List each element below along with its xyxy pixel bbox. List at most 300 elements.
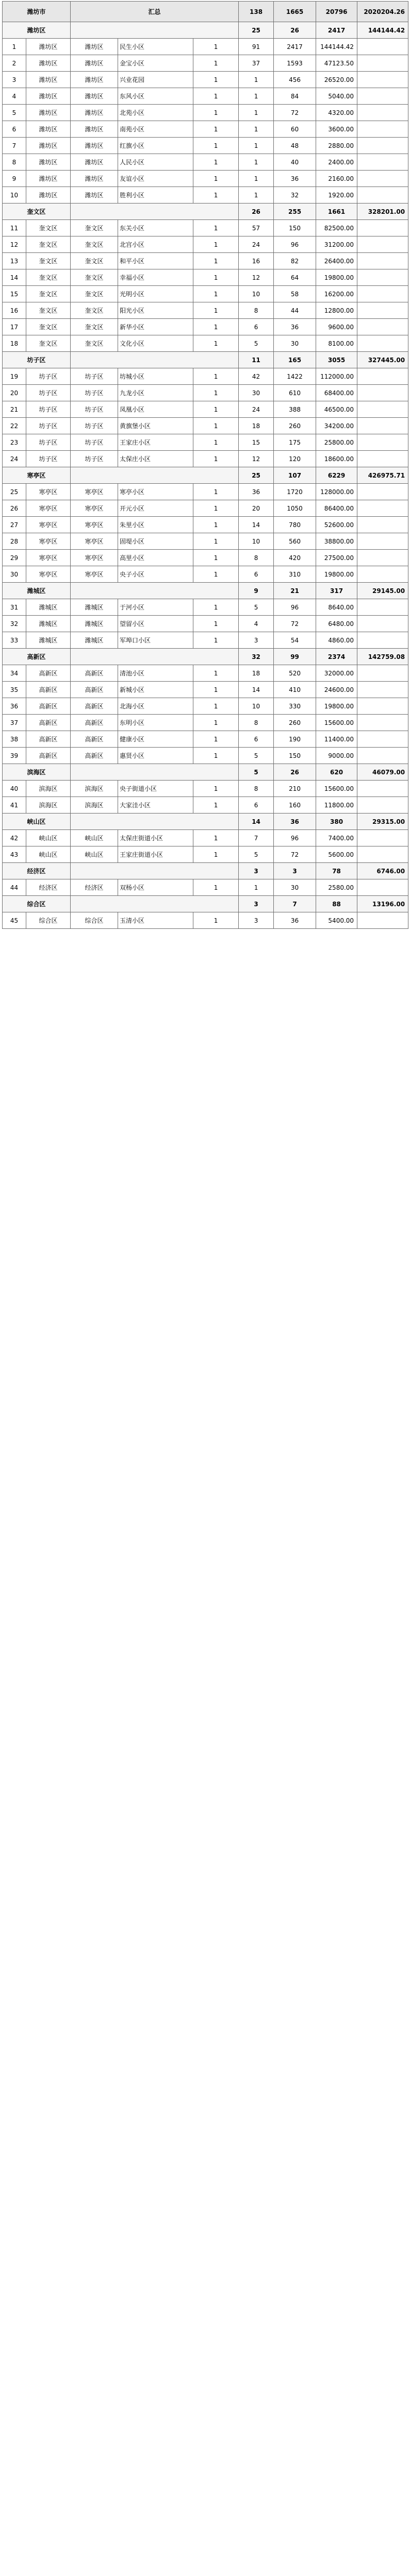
row-b: 8 (239, 781, 274, 797)
district-b: 380 (316, 814, 357, 830)
row-e (357, 715, 408, 731)
table-row (3, 319, 408, 335)
table-row (3, 220, 408, 236)
row-d: 31200.00 (316, 236, 357, 253)
row-c: 520 (274, 665, 316, 682)
table-row (3, 55, 408, 72)
row-b: 1 (239, 88, 274, 105)
district-subtotal-row (3, 22, 408, 39)
row-district: 潍坊区 (26, 88, 71, 105)
row-no: 4 (3, 88, 26, 105)
row-d: 144144.42 (316, 39, 357, 55)
row-district: 高新区 (26, 698, 71, 715)
row-e (357, 55, 408, 72)
row-a: 1 (193, 451, 239, 467)
row-town: 潍坊区 (71, 121, 118, 138)
row-e (357, 39, 408, 55)
row-name: 友谊小区 (118, 171, 193, 187)
row-name: 玉清小区 (118, 912, 193, 929)
row-c: 60 (274, 121, 316, 138)
row-b: 6 (239, 731, 274, 748)
row-town: 潍城区 (71, 599, 118, 616)
row-district: 坊子区 (26, 418, 71, 434)
row-a: 1 (193, 879, 239, 896)
row-c: 44 (274, 302, 316, 319)
row-no: 37 (3, 715, 26, 731)
row-district: 奎文区 (26, 302, 71, 319)
district-name: 峡山区 (3, 814, 71, 830)
district-name: 潍坊区 (3, 22, 71, 39)
row-d: 9600.00 (316, 319, 357, 335)
row-name: 惠贤小区 (118, 748, 193, 764)
row-e (357, 138, 408, 154)
district-subtotal-row (3, 814, 408, 830)
row-town: 高新区 (71, 665, 118, 682)
row-a: 1 (193, 401, 239, 418)
row-c: 1050 (274, 500, 316, 517)
row-no: 15 (3, 286, 26, 302)
row-e (357, 484, 408, 500)
row-no: 2 (3, 55, 26, 72)
row-district: 潍坊区 (26, 105, 71, 121)
row-name: 东明小区 (118, 715, 193, 731)
district-spacer (71, 764, 239, 781)
table-row (3, 88, 408, 105)
row-a: 1 (193, 715, 239, 731)
row-name: 寒亭小区 (118, 484, 193, 500)
district-name: 经济区 (3, 863, 71, 879)
row-b: 1 (239, 138, 274, 154)
row-c: 160 (274, 797, 316, 814)
district-count: 14 (239, 814, 274, 830)
row-name: 央子街道小区 (118, 781, 193, 797)
row-no: 44 (3, 879, 26, 896)
row-a: 1 (193, 616, 239, 632)
district-spacer (71, 814, 239, 830)
row-district: 奎文区 (26, 269, 71, 286)
table-row (3, 550, 408, 566)
row-a: 1 (193, 220, 239, 236)
row-b: 6 (239, 319, 274, 335)
row-d: 34200.00 (316, 418, 357, 434)
row-no: 18 (3, 335, 26, 352)
row-no: 31 (3, 599, 26, 616)
row-a: 1 (193, 748, 239, 764)
row-b: 12 (239, 451, 274, 467)
row-e (357, 698, 408, 715)
row-d: 11400.00 (316, 731, 357, 748)
row-district: 坊子区 (26, 368, 71, 385)
district-count: 32 (239, 649, 274, 665)
row-no: 34 (3, 665, 26, 682)
row-town: 潍坊区 (71, 39, 118, 55)
row-name: 南苑小区 (118, 121, 193, 138)
row-no: 27 (3, 517, 26, 533)
row-e (357, 401, 408, 418)
table-row (3, 138, 408, 154)
row-no: 14 (3, 269, 26, 286)
row-district: 寒亭区 (26, 550, 71, 566)
row-no: 19 (3, 368, 26, 385)
row-town: 峡山区 (71, 846, 118, 863)
row-a: 1 (193, 269, 239, 286)
row-b: 8 (239, 302, 274, 319)
row-no: 7 (3, 138, 26, 154)
row-b: 20 (239, 500, 274, 517)
row-d: 86400.00 (316, 500, 357, 517)
row-e (357, 550, 408, 566)
district-spacer (71, 863, 239, 879)
table-row (3, 269, 408, 286)
row-name: 望留小区 (118, 616, 193, 632)
row-c: 260 (274, 715, 316, 731)
row-name: 光明小区 (118, 286, 193, 302)
row-district: 坊子区 (26, 385, 71, 401)
row-town: 奎文区 (71, 335, 118, 352)
row-town: 寒亭区 (71, 517, 118, 533)
table-row (3, 105, 408, 121)
row-b: 14 (239, 517, 274, 533)
row-a: 1 (193, 698, 239, 715)
row-district: 经济区 (26, 879, 71, 896)
table-row (3, 286, 408, 302)
row-district: 高新区 (26, 682, 71, 698)
table-row (3, 500, 408, 517)
row-name: 黄旗堡小区 (118, 418, 193, 434)
district-name: 综合区 (3, 896, 71, 912)
district-count: 9 (239, 583, 274, 599)
row-b: 18 (239, 665, 274, 682)
row-e (357, 385, 408, 401)
project-table (2, 1, 408, 929)
row-e (357, 682, 408, 698)
row-a: 1 (193, 665, 239, 682)
row-d: 7400.00 (316, 830, 357, 846)
row-c: 150 (274, 748, 316, 764)
row-a: 1 (193, 781, 239, 797)
row-a: 1 (193, 319, 239, 335)
row-c: 48 (274, 138, 316, 154)
row-town: 高新区 (71, 715, 118, 731)
table-row (3, 879, 408, 896)
row-a: 1 (193, 236, 239, 253)
row-d: 27500.00 (316, 550, 357, 566)
table-row (3, 616, 408, 632)
table-row (3, 731, 408, 748)
table-row (3, 451, 408, 467)
row-c: 96 (274, 830, 316, 846)
row-name: 北苑小区 (118, 105, 193, 121)
row-name: 人民小区 (118, 154, 193, 171)
row-e (357, 154, 408, 171)
row-c: 420 (274, 550, 316, 566)
row-e (357, 187, 408, 204)
row-d: 4320.00 (316, 105, 357, 121)
row-d: 15600.00 (316, 781, 357, 797)
district-c: 13196.00 (357, 896, 408, 912)
row-no: 45 (3, 912, 26, 929)
row-no: 33 (3, 632, 26, 649)
row-no: 35 (3, 682, 26, 698)
row-no: 23 (3, 434, 26, 451)
summary-title: 汇总 (71, 2, 239, 22)
table-row (3, 698, 408, 715)
row-district: 奎文区 (26, 335, 71, 352)
district-count: 25 (239, 22, 274, 39)
row-no: 12 (3, 236, 26, 253)
row-a: 1 (193, 500, 239, 517)
row-c: 456 (274, 72, 316, 88)
district-spacer (71, 583, 239, 599)
row-b: 3 (239, 912, 274, 929)
district-b: 3055 (316, 352, 357, 368)
row-c: 36 (274, 319, 316, 335)
row-name: 新城小区 (118, 682, 193, 698)
row-b: 5 (239, 599, 274, 616)
row-name: 太保庄小区 (118, 451, 193, 467)
table-row (3, 171, 408, 187)
row-d: 15600.00 (316, 715, 357, 731)
row-a: 1 (193, 105, 239, 121)
row-district: 滨海区 (26, 781, 71, 797)
district-name: 潍城区 (3, 583, 71, 599)
table-row (3, 39, 408, 55)
row-town: 寒亭区 (71, 533, 118, 550)
row-b: 4 (239, 616, 274, 632)
row-d: 2880.00 (316, 138, 357, 154)
row-a: 1 (193, 138, 239, 154)
row-e (357, 912, 408, 929)
district-name: 高新区 (3, 649, 71, 665)
district-a: 36 (274, 814, 316, 830)
summary-row (3, 2, 408, 22)
row-name: 北海小区 (118, 698, 193, 715)
row-d: 4860.00 (316, 632, 357, 649)
district-name: 奎文区 (3, 204, 71, 220)
table-row (3, 385, 408, 401)
row-town: 潍坊区 (71, 72, 118, 88)
row-c: 1720 (274, 484, 316, 500)
row-a: 1 (193, 39, 239, 55)
row-c: 36 (274, 912, 316, 929)
row-town: 滨海区 (71, 781, 118, 797)
row-d: 82500.00 (316, 220, 357, 236)
row-c: 330 (274, 698, 316, 715)
district-name: 滨海区 (3, 764, 71, 781)
row-name: 开元小区 (118, 500, 193, 517)
row-district: 潍坊区 (26, 138, 71, 154)
row-a: 1 (193, 335, 239, 352)
row-district: 寒亭区 (26, 517, 71, 533)
district-c: 46079.00 (357, 764, 408, 781)
row-d: 8100.00 (316, 335, 357, 352)
district-count: 25 (239, 467, 274, 484)
row-town: 寒亭区 (71, 566, 118, 583)
row-b: 1 (239, 72, 274, 88)
row-c: 36 (274, 171, 316, 187)
row-d: 38800.00 (316, 533, 357, 550)
row-e (357, 335, 408, 352)
summary-label: 潍坊市 (3, 2, 71, 22)
row-district: 潍坊区 (26, 72, 71, 88)
table-row (3, 434, 408, 451)
row-town: 高新区 (71, 698, 118, 715)
row-b: 18 (239, 418, 274, 434)
row-name: 健康小区 (118, 731, 193, 748)
row-district: 高新区 (26, 731, 71, 748)
row-e (357, 451, 408, 467)
row-town: 潍城区 (71, 632, 118, 649)
row-c: 72 (274, 846, 316, 863)
district-subtotal-row (3, 204, 408, 220)
row-town: 奎文区 (71, 220, 118, 236)
district-count: 3 (239, 896, 274, 912)
row-a: 1 (193, 302, 239, 319)
district-spacer (71, 467, 239, 484)
district-a: 3 (274, 863, 316, 879)
row-name: 大家洼小区 (118, 797, 193, 814)
district-a: 165 (274, 352, 316, 368)
row-district: 潍坊区 (26, 187, 71, 204)
row-name: 九龙小区 (118, 385, 193, 401)
data-sheet (2, 1, 408, 929)
row-e (357, 632, 408, 649)
row-d: 68400.00 (316, 385, 357, 401)
row-district: 峡山区 (26, 846, 71, 863)
row-district: 坊子区 (26, 451, 71, 467)
district-count: 11 (239, 352, 274, 368)
row-e (357, 533, 408, 550)
row-district: 滨海区 (26, 797, 71, 814)
row-e (357, 286, 408, 302)
table-row (3, 846, 408, 863)
row-d: 9000.00 (316, 748, 357, 764)
district-c: 328201.00 (357, 204, 408, 220)
row-town: 潍坊区 (71, 55, 118, 72)
row-d: 52600.00 (316, 517, 357, 533)
row-c: 30 (274, 879, 316, 896)
row-no: 21 (3, 401, 26, 418)
row-town: 奎文区 (71, 319, 118, 335)
row-no: 1 (3, 39, 26, 55)
table-row (3, 368, 408, 385)
district-subtotal-row (3, 352, 408, 368)
row-d: 11800.00 (316, 797, 357, 814)
row-town: 奎文区 (71, 286, 118, 302)
row-town: 奎文区 (71, 253, 118, 269)
row-town: 坊子区 (71, 418, 118, 434)
row-no: 8 (3, 154, 26, 171)
row-town: 高新区 (71, 731, 118, 748)
district-a: 26 (274, 22, 316, 39)
district-a: 7 (274, 896, 316, 912)
row-a: 1 (193, 385, 239, 401)
row-town: 高新区 (71, 748, 118, 764)
row-no: 28 (3, 533, 26, 550)
row-e (357, 748, 408, 764)
row-town: 潍坊区 (71, 171, 118, 187)
row-b: 1 (239, 105, 274, 121)
row-no: 3 (3, 72, 26, 88)
row-district: 潍坊区 (26, 55, 71, 72)
row-a: 1 (193, 484, 239, 500)
district-b: 6229 (316, 467, 357, 484)
row-no: 36 (3, 698, 26, 715)
row-b: 1 (239, 171, 274, 187)
row-c: 54 (274, 632, 316, 649)
district-b: 317 (316, 583, 357, 599)
row-a: 1 (193, 517, 239, 533)
row-c: 96 (274, 236, 316, 253)
row-e (357, 88, 408, 105)
row-a: 1 (193, 55, 239, 72)
row-d: 18600.00 (316, 451, 357, 467)
row-no: 43 (3, 846, 26, 863)
district-a: 26 (274, 764, 316, 781)
table-row (3, 599, 408, 616)
row-name: 兴业花园 (118, 72, 193, 88)
row-c: 1593 (274, 55, 316, 72)
table-row (3, 154, 408, 171)
row-no: 10 (3, 187, 26, 204)
row-no: 39 (3, 748, 26, 764)
row-no: 13 (3, 253, 26, 269)
district-spacer (71, 896, 239, 912)
row-name: 于河小区 (118, 599, 193, 616)
row-a: 1 (193, 72, 239, 88)
row-district: 高新区 (26, 715, 71, 731)
row-c: 120 (274, 451, 316, 467)
district-b: 2417 (316, 22, 357, 39)
district-count: 3 (239, 863, 274, 879)
row-a: 1 (193, 912, 239, 929)
table-row (3, 566, 408, 583)
row-district: 奎文区 (26, 286, 71, 302)
row-b: 10 (239, 698, 274, 715)
row-district: 高新区 (26, 665, 71, 682)
district-c: 144144.42 (357, 22, 408, 39)
row-name: 双杨小区 (118, 879, 193, 896)
district-c: 426975.71 (357, 467, 408, 484)
table-row (3, 302, 408, 319)
row-c: 388 (274, 401, 316, 418)
row-b: 5 (239, 748, 274, 764)
row-b: 1 (239, 879, 274, 896)
row-b: 5 (239, 335, 274, 352)
table-row (3, 682, 408, 698)
row-e (357, 302, 408, 319)
row-name: 太保庄街道小区 (118, 830, 193, 846)
row-district: 坊子区 (26, 401, 71, 418)
row-town: 奎文区 (71, 269, 118, 286)
row-d: 128000.00 (316, 484, 357, 500)
row-no: 32 (3, 616, 26, 632)
row-a: 1 (193, 566, 239, 583)
row-e (357, 434, 408, 451)
district-c: 29145.00 (357, 583, 408, 599)
row-name: 北宫小区 (118, 236, 193, 253)
row-e (357, 418, 408, 434)
row-a: 1 (193, 368, 239, 385)
row-d: 46500.00 (316, 401, 357, 418)
row-d: 6480.00 (316, 616, 357, 632)
table-row (3, 401, 408, 418)
row-c: 72 (274, 616, 316, 632)
row-no: 42 (3, 830, 26, 846)
row-district: 潍坊区 (26, 171, 71, 187)
row-district: 潍城区 (26, 599, 71, 616)
row-e (357, 105, 408, 121)
